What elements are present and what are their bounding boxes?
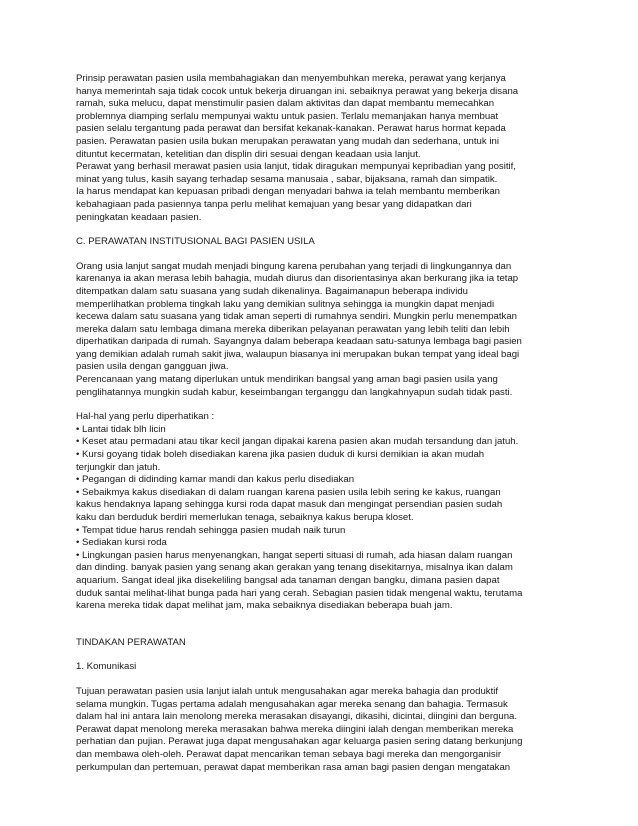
- text-line: aquarium. Sangat ideal jika disekeliling bangsal ada tanaman dengan bangku, dimana pasien dapat: [76, 574, 500, 586]
- text-line: Hal-hal yang perlu diperhatikan :: [76, 411, 215, 423]
- text-line: • Pegangan di didinding kamar mandi dan kakus perlu disediakan: [76, 474, 355, 486]
- checklist-hal-hal: [76, 411, 566, 613]
- section-heading-tindakan: [76, 637, 566, 650]
- text-line: • Tempat tidue harus rendah sehingga pasien mudah naik turun: [76, 524, 346, 536]
- text-line: yang demikian adalah rumah sakit jiwa, walaupun biasanya ini merupakan bukan tempat yang ideal bagi: [76, 348, 520, 360]
- text-line: ramah, suka melucu, dapat menstimulir pasien dalam aktivitas dan dapat membantu memecahkan: [76, 98, 495, 110]
- section-heading-c: [76, 236, 566, 249]
- text-line: • Lingkungan pasien harus menyenangkan, hangat seperti situasi di rumah, ada hiasan dalam ruangan: [76, 549, 513, 561]
- text-line: kaku dan berduduk berdiri memerlukan tenaga, sebaiknya kakus berupa kloset.: [76, 512, 414, 523]
- text-line: pasien. Perawatan pasien usila bukan merupakan perawatan yang mudah dan sederhana, untuk ini: [76, 135, 499, 147]
- text-line: karenanya ia akan merasa lebih bahagia, mudah diurus dan disorientasinya akan berkurang jika ia tetap: [76, 273, 519, 285]
- text-line: • Sediakan kursi roda: [76, 537, 167, 549]
- text-line: Prinsip perawatan pasien usila membahagiakan dan menyembuhkan mereka, perawat yang kerjanya: [76, 73, 506, 84]
- text-line: Perencanaan yang matang diperlukan untuk mendirikan bangsal yang aman bagi pasien usila yang: [76, 374, 498, 386]
- text-line: Ia harus mendapat kan kepuasan pribadi dengan menyadari bahwa ia telah membantu memberikan: [76, 186, 500, 198]
- text-line: duduk santai melihat-lihat bunga pada hari yang cerah. Sebagian pasien tidak mengenal waktu, terutama: [76, 587, 523, 599]
- text-line: dan membawa oleh-oleh. Perawat dapat mencarikan teman sebaya bagi mereka dan mengorganisir: [76, 748, 502, 760]
- text-line: pasien usila dengan gangguan jiwa.: [76, 361, 229, 373]
- text-line: peningkatan keadaan pasien.: [76, 211, 202, 223]
- text-line: kakus hendaknya lapang sehingga kursi roda dapat masuk dan mengingat persendian pasien sudah: [76, 499, 503, 511]
- text-line: mereka dalam satu lembaga dimana mereka diberikan pelayanan perawatan yang lebih teliti dan lebih: [76, 323, 510, 335]
- text-line: ditempatkan dalam satu suasana yang sudah dikenalinya. Bagaimanapun beberapa individu: [76, 285, 469, 297]
- text-line: Orang usia lanjut sangat mudah menjadi bingung karena perubahan yang terjadi di lingkungannya dan: [76, 260, 512, 272]
- text-line: minat yang tulus, kasih sayang terhadap sesama manusaia , sabar, bijaksana, ramah dan simpatik.: [76, 173, 498, 185]
- text-line: Tujuan perawatan pasien usia lanjut ialah untuk mengusahakan agar mereka bahagia dan produktif: [76, 685, 499, 697]
- text-line: penglihatannya mungkin sudah kabur, keseimbangan terganggu dan langkahnyapun sudah tidak pasti.: [76, 386, 513, 398]
- text-line: • Kursi goyang tidak boleh disediakan karena jika pasien duduk di kursi demikian ia akan mudah: [76, 449, 485, 461]
- text-line: terjungkir dan jatuh.: [76, 461, 161, 473]
- text-line: kebahagiaan pada pasiennya tanpa perlu melihat kemajuan yang besar yang didapatkan dari: [76, 198, 472, 210]
- subheading-komunikasi: [76, 661, 566, 674]
- paragraph-komunikasi: [76, 686, 566, 774]
- text-line: problemnya diamping serlalu mempunyai waktu untuk pasien. Terlalu memanjakan hanya membuat: [76, 110, 499, 122]
- subheading-text: 1. Komunikasi: [76, 661, 137, 673]
- text-line: hanya memerintah saja tidak cocok untuk bekerja diruangan ini. sebaiknya perawat yang bekerja disana: [76, 85, 519, 97]
- text-line: • Sebaikmya kakus disediakan di dalam ruangan karena pasien usila lebih sering ke kakus, ruangan: [76, 486, 501, 498]
- text-line: Perawat yang berhasil merawat pasien usia lanjut, tidak diragukan mempunyai kepribadian yang positif,: [76, 161, 516, 173]
- paragraph-institusional: [76, 261, 566, 400]
- text-line: pasien selalu tergantung pada perawat dan bersifat kekanak-kanakan. Perawat harus hormat kepada: [76, 123, 506, 135]
- text-line: selama mungkin. Tugas pertama adalah mengusahakan agar mereka senang dan bahagia. Termasuk: [76, 698, 508, 710]
- text-line: dalam hal ini antara lain menolong mereka merasakan disayangi, dikasihi, dicintai, diingini dan berguna.: [76, 711, 518, 723]
- text-line: kecewa dalam satu suasana yang tidak aman seperti di rumahnya sendiri. Mungkin perlu menempatkan: [76, 311, 518, 323]
- paragraph-intro: [76, 73, 566, 224]
- text-line: perkumpulan dan pertemuan, perawat dapat memberikan rasa aman bagi pasien dengan mengatakan: [76, 761, 511, 773]
- text-line: • Lantai tidak blh licin: [76, 423, 166, 435]
- text-line: • Keset atau permadani atau tikar kecil jangan dipakai karena pasien akan mudah tersandung dan jatuh.: [76, 436, 519, 448]
- text-line: karena mereka tidak dapat melihat jam, maka sebaiknya disediakan beberapa buah jam.: [76, 600, 453, 612]
- heading-text: TINDAKAN PERAWATAN: [76, 636, 186, 648]
- text-line: Perawat dapat menolong mereka merasakan bahwa mereka diingini ialah dengan memberikan mereka: [76, 723, 514, 735]
- text-line: diperhatikan daripada di rumah. Sayangnya dalam beberapa keadaan satu-satunya lembaga bagi pasien: [76, 336, 522, 348]
- heading-text: C. PERAWATAN INSTITUSIONAL BAGI PASIEN USILA: [76, 236, 315, 248]
- text-line: perhatian dan pujian. Perawat juga dapat mengusahakan agar keluarga pasien sering datang berkunjung: [76, 736, 523, 748]
- text-line: memperlihatkan problema tingkah laku yang demikian sulitnya sehingga ia mungkin dapat menjadi: [76, 298, 495, 310]
- document-body: [76, 73, 566, 774]
- text-line: dituntut kecermatan, ketelitian dan displin diri sesuai dengan keadaan usia lanjut.: [76, 148, 421, 160]
- text-line: dan dinding. banyak pasien yang senang akan gerakan yang tenang disekitarnya, misalnya ikan dalam: [76, 562, 513, 574]
